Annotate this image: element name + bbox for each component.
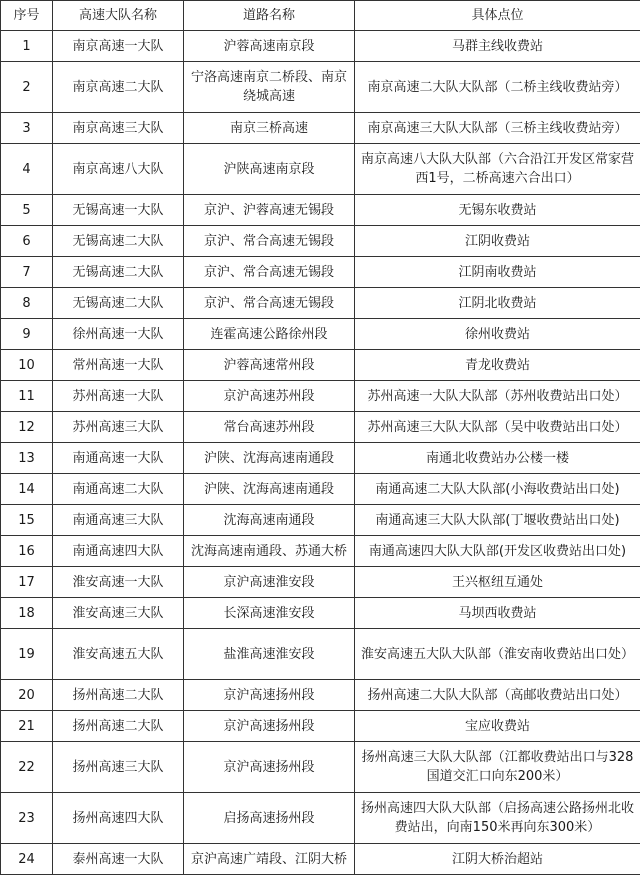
location-cell: 扬州高速二大队大队部（高邮收费站出口处） — [355, 680, 640, 711]
location-cell: 扬州高速三大队大队部（江都收费站出口与328国道交汇口向东200米） — [355, 742, 640, 793]
header-row — [1, 1, 640, 31]
team-name-cell: 无锡高速二大队 — [53, 226, 184, 257]
team-name-cell: 无锡高速一大队 — [53, 195, 184, 226]
table-row — [1, 144, 640, 195]
location-cell: 淮安高速五大队大队部（淮安南收费站出口处） — [355, 629, 640, 680]
row-number-cell: 10 — [1, 350, 53, 381]
row-number-cell: 15 — [1, 505, 53, 536]
table-row — [1, 257, 640, 288]
road-name-cell: 沪陕高速南京段 — [184, 144, 355, 195]
row-number-cell: 5 — [1, 195, 53, 226]
road-name-cell: 沪蓉高速南京段 — [184, 31, 355, 62]
table-row — [1, 742, 640, 793]
header-road-name: 道路名称 — [184, 1, 355, 31]
location-cell: 苏州高速三大队大队部（吴中收费站出口处） — [355, 412, 640, 443]
location-cell: 南通高速二大队大队部(小海收费站出口处) — [355, 474, 640, 505]
location-cell: 宝应收费站 — [355, 711, 640, 742]
table-row — [1, 793, 640, 844]
row-number-cell: 14 — [1, 474, 53, 505]
team-name-cell: 常州高速一大队 — [53, 350, 184, 381]
team-name-cell: 南京高速一大队 — [53, 31, 184, 62]
location-cell: 徐州收费站 — [355, 319, 640, 350]
team-name-cell: 扬州高速三大队 — [53, 742, 184, 793]
road-name-cell: 京沪高速广靖段、江阴大桥 — [184, 844, 355, 875]
location-cell: 无锡东收费站 — [355, 195, 640, 226]
table-row — [1, 319, 640, 350]
table-row — [1, 62, 640, 113]
team-name-cell: 无锡高速二大队 — [53, 288, 184, 319]
team-name-cell: 无锡高速二大队 — [53, 257, 184, 288]
location-cell: 王兴枢纽互通处 — [355, 567, 640, 598]
row-number-cell: 3 — [1, 113, 53, 144]
table-row — [1, 629, 640, 680]
table-row — [1, 567, 640, 598]
team-name-cell: 南通高速二大队 — [53, 474, 184, 505]
location-cell: 南通高速四大队大队部(开发区收费站出口处) — [355, 536, 640, 567]
team-name-cell: 南京高速八大队 — [53, 144, 184, 195]
table-row — [1, 505, 640, 536]
location-cell: 马群主线收费站 — [355, 31, 640, 62]
road-name-cell: 沪陕、沈海高速南通段 — [184, 474, 355, 505]
row-number-cell: 18 — [1, 598, 53, 629]
table-row — [1, 31, 640, 62]
road-name-cell: 沪陕、沈海高速南通段 — [184, 443, 355, 474]
location-cell: 南通北收费站办公楼一楼 — [355, 443, 640, 474]
location-cell: 南通高速三大队大队部(丁堰收费站出口处) — [355, 505, 640, 536]
road-name-cell: 常台高速苏州段 — [184, 412, 355, 443]
road-name-cell: 京沪、常合高速无锡段 — [184, 288, 355, 319]
team-name-cell: 淮安高速三大队 — [53, 598, 184, 629]
table-row — [1, 474, 640, 505]
road-name-cell: 宁洛高速南京二桥段、南京绕城高速 — [184, 62, 355, 113]
header-number: 序号 — [1, 1, 53, 31]
location-cell: 江阴北收费站 — [355, 288, 640, 319]
location-cell: 江阴南收费站 — [355, 257, 640, 288]
location-cell: 苏州高速一大队大队部（苏州收费站出口处） — [355, 381, 640, 412]
row-number-cell: 16 — [1, 536, 53, 567]
row-number-cell: 13 — [1, 443, 53, 474]
location-cell: 南京高速二大队大队部（二桥主线收费站旁） — [355, 62, 640, 113]
team-name-cell: 泰州高速一大队 — [53, 844, 184, 875]
road-name-cell: 南京三桥高速 — [184, 113, 355, 144]
team-name-cell: 淮安高速五大队 — [53, 629, 184, 680]
road-name-cell: 启扬高速扬州段 — [184, 793, 355, 844]
table-row — [1, 412, 640, 443]
row-number-cell: 6 — [1, 226, 53, 257]
table-row — [1, 288, 640, 319]
row-number-cell: 11 — [1, 381, 53, 412]
header-location: 具体点位 — [355, 1, 640, 31]
table-row — [1, 680, 640, 711]
table-row — [1, 844, 640, 875]
road-name-cell: 京沪高速扬州段 — [184, 680, 355, 711]
road-name-cell: 京沪、沪蓉高速无锡段 — [184, 195, 355, 226]
location-cell: 扬州高速四大队大队部（启扬高速公路扬州北收费站出，向南150米再向东300米） — [355, 793, 640, 844]
road-name-cell: 京沪、常合高速无锡段 — [184, 226, 355, 257]
row-number-cell: 20 — [1, 680, 53, 711]
road-name-cell: 沈海高速南通段、苏通大桥 — [184, 536, 355, 567]
table-row — [1, 598, 640, 629]
team-name-cell: 南通高速一大队 — [53, 443, 184, 474]
table-body — [1, 31, 640, 875]
table-row — [1, 113, 640, 144]
row-number-cell: 24 — [1, 844, 53, 875]
row-number-cell: 23 — [1, 793, 53, 844]
row-number-cell: 2 — [1, 62, 53, 113]
row-number-cell: 17 — [1, 567, 53, 598]
row-number-cell: 19 — [1, 629, 53, 680]
team-name-cell: 南京高速二大队 — [53, 62, 184, 113]
location-cell: 青龙收费站 — [355, 350, 640, 381]
road-name-cell: 京沪、常合高速无锡段 — [184, 257, 355, 288]
row-number-cell: 12 — [1, 412, 53, 443]
location-cell: 马坝西收费站 — [355, 598, 640, 629]
header-team-name: 高速大队名称 — [53, 1, 184, 31]
row-number-cell: 4 — [1, 144, 53, 195]
table-row — [1, 711, 640, 742]
team-name-cell: 苏州高速一大队 — [53, 381, 184, 412]
road-name-cell: 京沪高速淮安段 — [184, 567, 355, 598]
road-name-cell: 盐淮高速淮安段 — [184, 629, 355, 680]
table-row — [1, 226, 640, 257]
location-cell: 南京高速八大队大队部（六合沿江开发区常家营西1号，二桥高速六合出口） — [355, 144, 640, 195]
location-cell: 江阴大桥治超站 — [355, 844, 640, 875]
team-name-cell: 南通高速四大队 — [53, 536, 184, 567]
row-number-cell: 22 — [1, 742, 53, 793]
row-number-cell: 8 — [1, 288, 53, 319]
team-name-cell: 扬州高速二大队 — [53, 680, 184, 711]
table-row — [1, 350, 640, 381]
row-number-cell: 21 — [1, 711, 53, 742]
road-name-cell: 连霍高速公路徐州段 — [184, 319, 355, 350]
road-name-cell: 京沪高速扬州段 — [184, 711, 355, 742]
location-cell: 江阴收费站 — [355, 226, 640, 257]
team-name-cell: 淮安高速一大队 — [53, 567, 184, 598]
row-number-cell: 9 — [1, 319, 53, 350]
table-row — [1, 381, 640, 412]
team-name-cell: 扬州高速四大队 — [53, 793, 184, 844]
table-row — [1, 536, 640, 567]
team-name-cell: 苏州高速三大队 — [53, 412, 184, 443]
team-name-cell: 徐州高速一大队 — [53, 319, 184, 350]
team-name-cell: 南通高速三大队 — [53, 505, 184, 536]
road-name-cell: 京沪高速扬州段 — [184, 742, 355, 793]
road-name-cell: 沪蓉高速常州段 — [184, 350, 355, 381]
row-number-cell: 7 — [1, 257, 53, 288]
road-name-cell: 长深高速淮安段 — [184, 598, 355, 629]
team-name-cell: 扬州高速二大队 — [53, 711, 184, 742]
row-number-cell: 1 — [1, 31, 53, 62]
road-name-cell: 京沪高速苏州段 — [184, 381, 355, 412]
road-name-cell: 沈海高速南通段 — [184, 505, 355, 536]
table-row — [1, 443, 640, 474]
location-cell: 南京高速三大队大队部（三桥主线收费站旁） — [355, 113, 640, 144]
table-row — [1, 195, 640, 226]
team-name-cell: 南京高速三大队 — [53, 113, 184, 144]
